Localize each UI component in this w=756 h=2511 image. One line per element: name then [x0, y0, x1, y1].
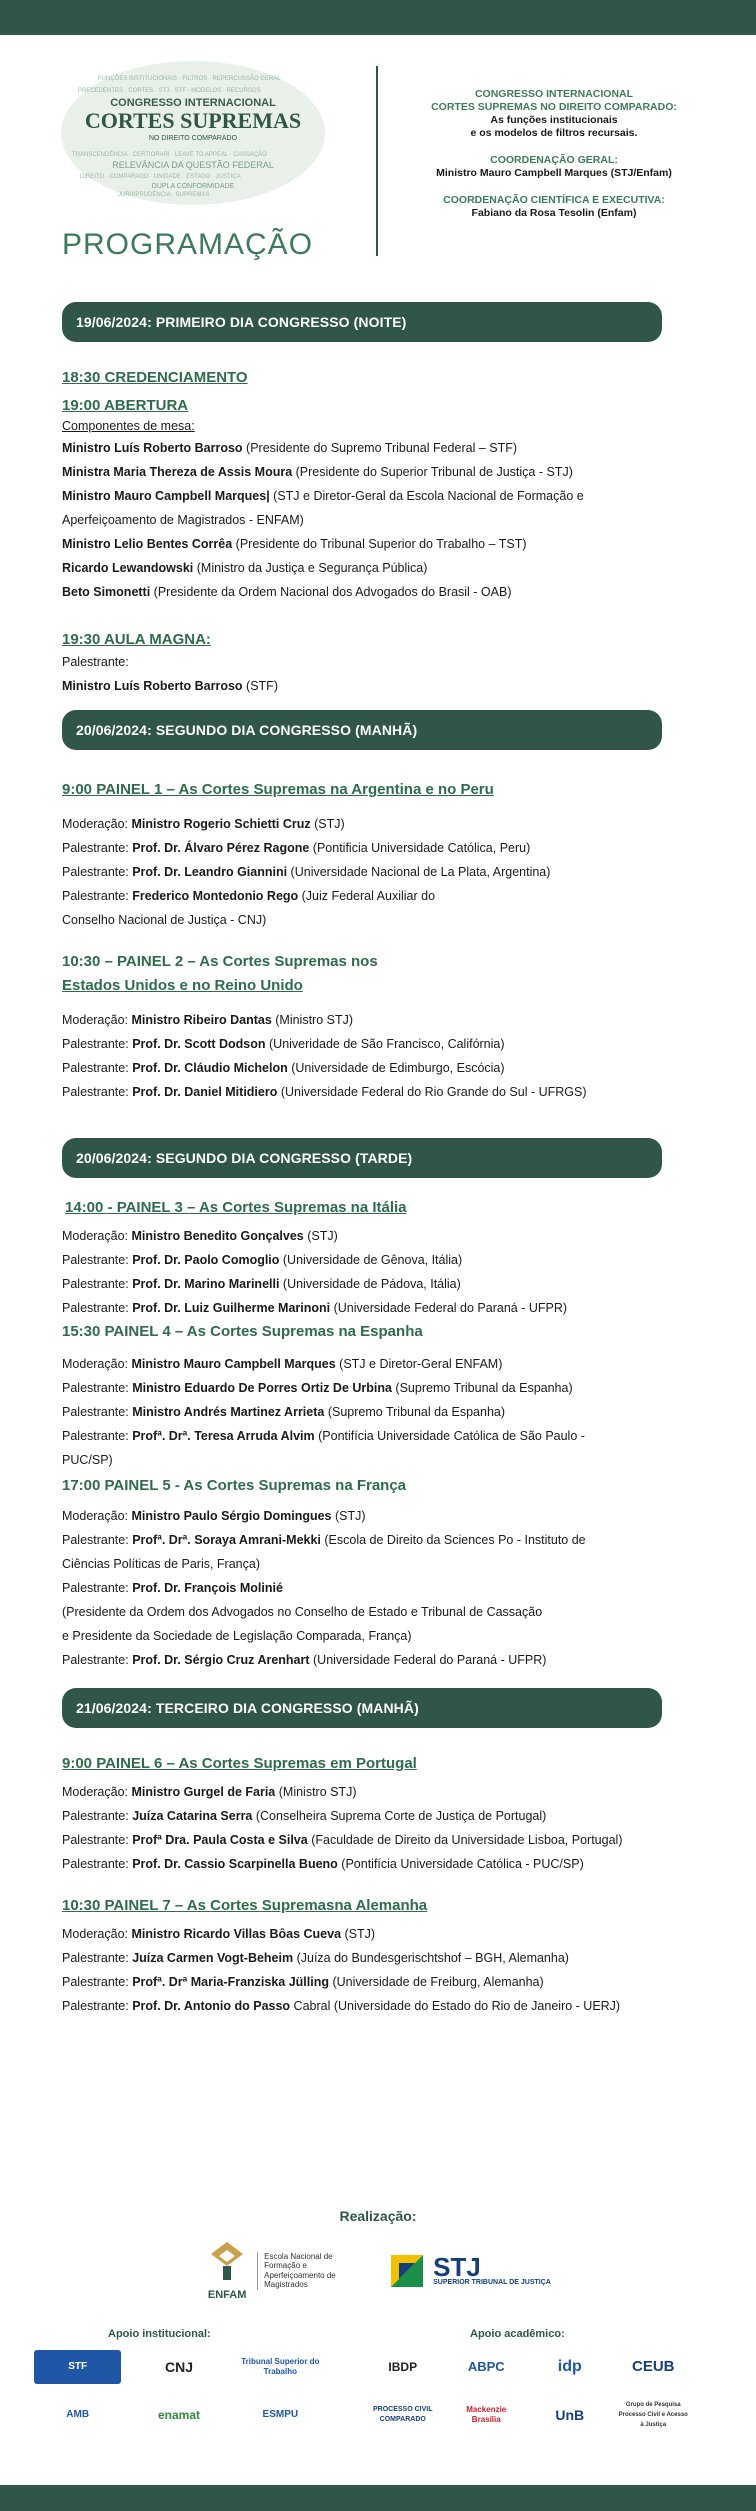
apoio-institucional-logos	[34, 2350, 324, 2432]
panel1-entry-prefix: Palestrante:	[62, 841, 133, 855]
panel5-entry-name: Prof. Dr. François Molinié	[132, 1581, 283, 1595]
panel7-title: 10:30 PAINEL 7 – As Cortes Supremasna Alemanha	[62, 1897, 428, 1914]
panel7-entry	[62, 1970, 662, 1994]
panel5-entry-prefix: Palestrante:	[62, 1533, 133, 1547]
panel5-entry	[62, 1528, 662, 1552]
panel1-entry-name: Prof. Dr. Álvaro Pérez Ragone	[132, 841, 310, 855]
mesa-member-role: (Presidente da Ordem Nacional dos Advogados do Brasil - OAB)	[150, 585, 512, 599]
wordcloud-line-3: NO DIREITO COMPARADO	[148, 135, 238, 142]
cnj-logo: CNJ	[164, 2359, 193, 2375]
panel4-entry-role: (Supremo Tribunal da Espanha)	[324, 1405, 506, 1419]
apoio-academico-logos	[368, 2350, 688, 2432]
day2-afternoon-bar: 20/06/2024: SEGUNDO DIA CONGRESSO (TARDE)	[62, 1138, 662, 1178]
abpc-logo: ABPC	[467, 2359, 505, 2374]
panel2-entry-name: Prof. Dr. Scott Dodson	[132, 1037, 266, 1051]
panel6-entry-name: Juíza Catarina Serra	[132, 1809, 253, 1823]
panel1-entry-prefix: Palestrante:	[62, 889, 133, 903]
panel6-entry-name: Prof. Dr. Cassio Scarpinella Bueno	[132, 1857, 338, 1871]
panel4-entry-prefix: Palestrante:	[62, 1381, 133, 1395]
panel4-entry	[62, 1448, 662, 1472]
panel5-entry-role: (Escola de Direito da Sciences Po - Instituto de	[320, 1533, 586, 1547]
panel1-entry-role: (Juiz Federal Auxiliar do	[298, 889, 436, 903]
panel4-entry-prefix: PUC/SP)	[62, 1453, 113, 1467]
panel3-entry-role: (Universidade de Pádova, Itália)	[279, 1277, 461, 1291]
panel5-entry	[62, 1648, 662, 1672]
panel4-entry	[62, 1424, 662, 1448]
mesa-member-name: Beto Simonetti	[62, 585, 151, 599]
panel3-entry	[62, 1296, 662, 1320]
panel6-entry-name: Profª Dra. Paula Costa e Silva	[132, 1833, 308, 1847]
panel3-entry-prefix: Palestrante:	[62, 1277, 133, 1291]
panel2-title-a: 10:30 – PAINEL 2 – As Cortes Supremas nos	[62, 953, 378, 970]
mesa-member-name: Ministro Luís Roberto Barroso	[62, 441, 243, 455]
panel2-entry-role: (Universidade Federal do Rio Grande do Sul - UFRGS)	[277, 1085, 587, 1099]
panel5-entry-role: (Universidade Federal do Paraná - UFPR)	[309, 1653, 547, 1667]
panel6-entry-role: (Pontifícia Universidade Católica - PUC/SP)	[337, 1857, 584, 1871]
congress-line-1: CONGRESSO INTERNACIONAL	[474, 88, 634, 100]
panel6-entry	[62, 1804, 662, 1828]
stf-logo: STF	[34, 2350, 121, 2384]
apoio-academico-label: Apoio acadêmico:	[470, 2328, 565, 2340]
panel7-entry	[62, 1994, 662, 2018]
panel3-entry-prefix: Moderação:	[62, 1229, 132, 1243]
panel6-entry-prefix: Palestrante:	[62, 1833, 133, 1847]
panel4-title: 15:30 PAINEL 4 – As Cortes Supremas na Espanha	[62, 1323, 423, 1340]
session-credenciamento: 18:30 CREDENCIAMENTO	[62, 369, 248, 386]
wordcloud-line-5: DUPLA CONFORMIDADE	[151, 183, 235, 190]
panel3-entry-name: Prof. Dr. Paolo Comoglio	[132, 1253, 280, 1267]
panel4-entry-prefix: Moderação:	[62, 1357, 132, 1371]
panel1-entry-role: (Pontificia Universidade Católica, Peru)	[309, 841, 531, 855]
mesa-member-role: (Presidente do Tribunal Superior do Trabalho – TST)	[232, 537, 527, 551]
mesa-member	[62, 484, 662, 508]
ceub-logo: CEUB	[631, 2358, 675, 2375]
panel5-entry	[62, 1504, 662, 1528]
panel4-entry	[62, 1400, 662, 1424]
processo-civil-comparado-logo: PROCESSO CIVIL COMPARADO	[372, 2406, 433, 2423]
panel6-entry-prefix: Palestrante:	[62, 1809, 133, 1823]
panel5-entry	[62, 1552, 662, 1576]
panel1-entry-role: (STJ)	[310, 817, 345, 831]
svg-text:JURISPRUDÊNCIA · SUPREMAS: JURISPRUDÊNCIA · SUPREMAS	[118, 192, 210, 198]
panel4-entry-name: Ministro Eduardo De Porres Ortiz De Urbina	[132, 1381, 392, 1395]
panel4-entry-role: (Pontifícia Universidade Católica de São Paulo -	[314, 1429, 585, 1443]
header-divider	[376, 66, 378, 256]
congress-line-3: As funções institucionais	[490, 114, 618, 126]
panel5-entry-prefix: Moderação:	[62, 1509, 132, 1523]
panel6-entry-prefix: Moderação:	[62, 1785, 132, 1799]
day1-bar: 19/06/2024: PRIMEIRO DIA CONGRESSO (NOITE)	[62, 302, 662, 342]
stj-mark-icon	[387, 2251, 427, 2291]
header-info	[384, 88, 724, 234]
panel7-entry-name: Juíza Carmen Vogt-Beheim	[132, 1951, 294, 1965]
mesa-member-name: Ministra Maria Thereza de Assis Moura	[62, 465, 293, 479]
enfam-word: ENFAM	[207, 2289, 247, 2301]
day3-bar: 21/06/2024: TERCEIRO DIA CONGRESSO (MANHÃ)	[62, 1688, 662, 1728]
realizacao-logos	[0, 2240, 756, 2301]
panel4-entry-name: Ministro Andrés Martinez Arrieta	[132, 1405, 325, 1419]
mesa-member-role: (Presidente do Superior Tribunal de Justiça - STJ)	[292, 465, 573, 479]
panel3-entry-name: Ministro Benedito Gonçalves	[131, 1229, 304, 1243]
panel2-entry-prefix: Palestrante:	[62, 1061, 133, 1075]
panel5-entry-name: Ministro Paulo Sérgio Domingues	[131, 1509, 332, 1523]
panel2-entry	[62, 1056, 662, 1080]
program-content	[62, 302, 662, 2018]
panel5-entry-prefix: Palestrante:	[62, 1653, 133, 1667]
panel3-entry-prefix: Palestrante:	[62, 1253, 133, 1267]
coord-cient-name: Fabiano da Rosa Tesolin (Enfam)	[471, 207, 637, 219]
enfam-text: Escola Nacional de Formação e Aperfeiçoamento de Magistrados	[257, 2252, 357, 2290]
panel7-entry	[62, 1922, 662, 1946]
panel5-entry-role: (STJ)	[331, 1509, 366, 1523]
panel1-title: 9:00 PAINEL 1 – As Cortes Supremas na Argentina e no Peru	[62, 781, 494, 798]
panel4-entry-prefix: Palestrante:	[62, 1405, 133, 1419]
mesa-member	[62, 532, 662, 556]
panel2-entry-prefix: Palestrante:	[62, 1037, 133, 1051]
congress-line-2: CORTES SUPREMAS NO DIREITO COMPARADO:	[431, 101, 677, 113]
panel4-entry-name: Ministro Mauro Campbell Marques	[131, 1357, 336, 1371]
panel5-entry	[62, 1576, 662, 1600]
enfam-logo	[205, 2240, 357, 2301]
panel2-entry	[62, 1032, 662, 1056]
panel2-entry-name: Prof. Dr. Cláudio Michelon	[132, 1061, 288, 1075]
aula-name: Ministro Luís Roberto Barroso	[62, 679, 243, 693]
panel2-entry-prefix: Palestrante:	[62, 1085, 133, 1099]
mackenzie-logo: Mackenzie Brasília	[466, 2405, 507, 2424]
idp-logo: idp	[557, 2358, 582, 2375]
panel4-entry-name: Profª. Drª. Teresa Arruda Alvim	[132, 1429, 315, 1443]
panel1-entry-role: (Universidade Nacional de La Plata, Argentina)	[287, 865, 551, 879]
panel1-entry	[62, 908, 662, 932]
panel7-entry-role: (Universidade de Freiburg, Alemanha)	[328, 1975, 544, 1989]
panel7-list	[62, 1922, 662, 2018]
panel3-entry-role: (Universidade Federal do Paraná - UFPR)	[330, 1301, 568, 1315]
panel2-entry	[62, 1008, 662, 1032]
panel6-entry-role: (Ministro STJ)	[275, 1785, 357, 1799]
day2-morning-bar: 20/06/2024: SEGUNDO DIA CONGRESSO (MANHÃ)	[62, 710, 662, 750]
panel7-entry-name: Ministro Ricardo Villas Bôas Cueva	[131, 1927, 342, 1941]
panel6-entry-name: Ministro Gurgel de Faria	[131, 1785, 276, 1799]
panel5-entry	[62, 1624, 662, 1648]
panel7-entry-name: Profª. Drª Maria-Franziska Jülling	[132, 1975, 329, 1989]
panel5-entry-prefix: Palestrante:	[62, 1581, 133, 1595]
panel6-entry-prefix: Palestrante:	[62, 1857, 133, 1871]
mesa-member	[62, 556, 662, 580]
panel7-entry-prefix: Moderação:	[62, 1927, 132, 1941]
mesa-member-name: Ministro Lelio Bentes Corrêa	[62, 537, 233, 551]
top-banner	[0, 0, 756, 35]
panel5-entry	[62, 1600, 662, 1624]
panel6-title: 9:00 PAINEL 6 – As Cortes Supremas em Portugal	[62, 1755, 417, 1772]
panel1-entry-prefix: Conselho Nacional de Justiça - CNJ)	[62, 913, 267, 927]
panel6-entry	[62, 1780, 662, 1804]
panel2-entry-role: (Univeridade de São Francisco, Califórnia)	[265, 1037, 505, 1051]
tst-logo: Tribunal Superior do Trabalho	[241, 2357, 320, 2376]
panel3-list	[62, 1224, 662, 1320]
coord-geral-label: COORDENAÇÃO GERAL:	[490, 154, 618, 166]
bottom-banner	[0, 2485, 756, 2511]
panel2-entry-prefix: Moderação:	[62, 1013, 132, 1027]
panel2-list	[62, 1008, 662, 1104]
panel5-entry-prefix: e Presidente da Sociedade de Legislação Comparada, França)	[62, 1629, 412, 1643]
mesa-member-role: (Presidente do Supremo Tribunal Federal – STF)	[242, 441, 518, 455]
aula-palestrante-label: Palestrante:	[62, 655, 129, 669]
panel1-entry-name: Frederico Montedonio Rego	[132, 889, 299, 903]
panel7-entry	[62, 1946, 662, 1970]
panel2-entry-role: (Universidade de Edimburgo, Escócia)	[287, 1061, 505, 1075]
componentes-label: Componentes de mesa:	[62, 419, 195, 433]
mesa-member	[62, 460, 662, 484]
wordcloud-line-1: CONGRESSO INTERNACIONAL	[110, 97, 276, 109]
amb-logo: AMB	[66, 2409, 90, 2420]
panel3-title: 14:00 - PAINEL 3 – As Cortes Supremas na Itália	[65, 1199, 407, 1216]
panel1-entry	[62, 884, 662, 908]
panel5-entry-name: Prof. Dr. Sérgio Cruz Arenhart	[132, 1653, 310, 1667]
svg-text:DIREITO · COMPARADO · UNIDADE: DIREITO · COMPARADO · UNIDADE · ESTADO · JUSTIÇA	[80, 174, 241, 180]
svg-text:FUNÇÕES INSTITUCIONAIS · FILTR: FUNÇÕES INSTITUCIONAIS · FILTROS · REPERCUSSÃO GERAL	[98, 76, 281, 82]
panel6-list	[62, 1780, 662, 1876]
mesa-member-role: (STJ e Diretor-Geral da Escola Nacional de Formação e	[269, 489, 584, 503]
mesa-member	[62, 580, 662, 604]
panel1-entry-name: Ministro Rogerio Schietti Cruz	[131, 817, 311, 831]
panel7-entry-name: Prof. Dr. Antonio do Passo	[132, 1999, 291, 2013]
svg-text:TRANSCENDÊNCIA · CERTIORARI ·: TRANSCENDÊNCIA · CERTIORARI · LEAVE TO APPEAL · CASSAÇÃO	[72, 152, 267, 158]
mesa-member-name: Ricardo Lewandowski	[62, 561, 194, 575]
page-title: PROGRAMAÇÃO	[62, 228, 314, 261]
realizacao-label: Realização:	[339, 2208, 417, 2224]
panel4-entry-role: (STJ e Diretor-Geral ENFAM)	[335, 1357, 503, 1371]
panel5-title: 17:00 PAINEL 5 - As Cortes Supremas na França	[62, 1477, 407, 1494]
panel7-entry-role: Cabral (Universidade do Estado do Rio de Janeiro - UERJ)	[290, 1999, 621, 2013]
panel3-entry	[62, 1272, 662, 1296]
unb-logo: UnB	[555, 2407, 585, 2423]
aula-palestrante	[62, 674, 662, 698]
panel1-entry-prefix: Palestrante:	[62, 865, 133, 879]
panel5-entry-prefix: (Presidente da Ordem dos Advogados no Conselho de Estado e Tribunal de Cassação	[62, 1605, 543, 1619]
panel1-entry-name: Prof. Dr. Leandro Giannini	[132, 865, 288, 879]
panel7-entry-prefix: Palestrante:	[62, 1999, 133, 2013]
panel3-entry	[62, 1224, 662, 1248]
panel3-entry-role: (Universidade de Gênova, Itália)	[279, 1253, 463, 1267]
panel7-entry-role: (STJ)	[341, 1927, 376, 1941]
mesa-member	[62, 436, 662, 460]
panel1-entry	[62, 812, 662, 836]
enfam-mark-icon	[205, 2240, 249, 2282]
coord-geral-name: Ministro Mauro Campbell Marques (STJ/Enfam)	[436, 167, 672, 179]
panel7-entry-prefix: Palestrante:	[62, 1951, 133, 1965]
congress-wordcloud-logo	[58, 58, 328, 208]
panel3-entry-name: Prof. Dr. Marino Marinelli	[132, 1277, 280, 1291]
aula-role: (STF)	[242, 679, 278, 693]
esmpu-logo: ESMPU	[262, 2409, 299, 2420]
panel1-entry	[62, 860, 662, 884]
enamat-logo: enamat	[157, 2408, 200, 2422]
svg-text:PRECEDENTES · CORTES · STJ · S: PRECEDENTES · CORTES · STJ · STF · MODELOS · RECURSOS	[78, 88, 261, 94]
panel2-entry-name: Ministro Ribeiro Dantas	[131, 1013, 272, 1027]
panel5-entry-name: Profª. Drª. Soraya Amrani-Mekki	[132, 1533, 321, 1547]
panel4-entry-role: (Supremo Tribunal da Espanha)	[391, 1381, 573, 1395]
panel4-entry-prefix: Palestrante:	[62, 1429, 133, 1443]
panel2-entry-name: Prof. Dr. Daniel Mitidiero	[132, 1085, 278, 1099]
panel2-entry-role: (Ministro STJ)	[271, 1013, 354, 1027]
panel4-entry	[62, 1352, 662, 1376]
stj-logo	[387, 2240, 551, 2301]
grupo-pesquisa-logo: Grupo de Pesquisa Processo Civil e Acesso à Justiça	[618, 2402, 688, 2428]
panel6-entry	[62, 1852, 662, 1876]
panel3-entry-name: Prof. Dr. Luiz Guilherme Marinoni	[132, 1301, 331, 1315]
session-aula-magna: 19:30 AULA MAGNA:	[62, 631, 211, 648]
panel7-entry-role: (Juíza do Bundesgerischtshof – BGH, Alemanha)	[293, 1951, 569, 1965]
mesa-member	[62, 508, 662, 532]
wordcloud-graphic	[58, 58, 328, 208]
panel3-entry-prefix: Palestrante:	[62, 1301, 133, 1315]
coord-cient-label: COORDENAÇÃO CIENTÍFICA E EXECUTIVA:	[443, 194, 665, 206]
panel6-entry-role: (Faculdade de Direito da Universidade Lisboa, Portugal)	[307, 1833, 623, 1847]
mesa-member-role: (Ministro da Justiça e Segurança Pública)	[193, 561, 428, 575]
session-abertura: 19:00 ABERTURA	[62, 397, 189, 414]
panel6-entry-role: (Conselheira Suprema Corte de Justiça de Portugal)	[252, 1809, 547, 1823]
congress-line-4: e os modelos de filtros recursais.	[470, 127, 638, 139]
panel2-title-b: Estados Unidos e no Reino Unido	[62, 977, 303, 994]
panel1-list	[62, 812, 662, 932]
panel2-entry	[62, 1080, 662, 1104]
panel3-entry	[62, 1248, 662, 1272]
mesa-list	[62, 436, 662, 604]
mesa-member-name: Ministro Mauro Campbell Marques|	[62, 489, 270, 503]
panel5-list	[62, 1504, 662, 1672]
ibdp-logo: IBDP	[388, 2360, 418, 2374]
panel7-entry-prefix: Palestrante:	[62, 1975, 133, 1989]
wordcloud-line-2: CORTES SUPREMAS	[84, 108, 302, 133]
wordcloud-line-4: RELEVÂNCIA DA QUESTÃO FEDERAL	[112, 160, 274, 170]
panel5-entry-prefix: Ciências Políticas de Paris, França)	[62, 1557, 260, 1571]
panel4-list	[62, 1352, 662, 1472]
stj-word: STJ	[433, 2252, 481, 2282]
panel3-entry-role: (STJ)	[303, 1229, 338, 1243]
panel4-entry	[62, 1376, 662, 1400]
panel1-entry-prefix: Moderação:	[62, 817, 132, 831]
panel1-entry	[62, 836, 662, 860]
panel6-entry	[62, 1828, 662, 1852]
mesa-member-role: Aperfeiçoamento de Magistrados - ENFAM)	[62, 513, 304, 527]
apoio-institucional-label: Apoio institucional:	[108, 2328, 211, 2340]
stj-sub: SUPERIOR TRIBUNAL DE JUSTIÇA	[433, 2279, 551, 2286]
